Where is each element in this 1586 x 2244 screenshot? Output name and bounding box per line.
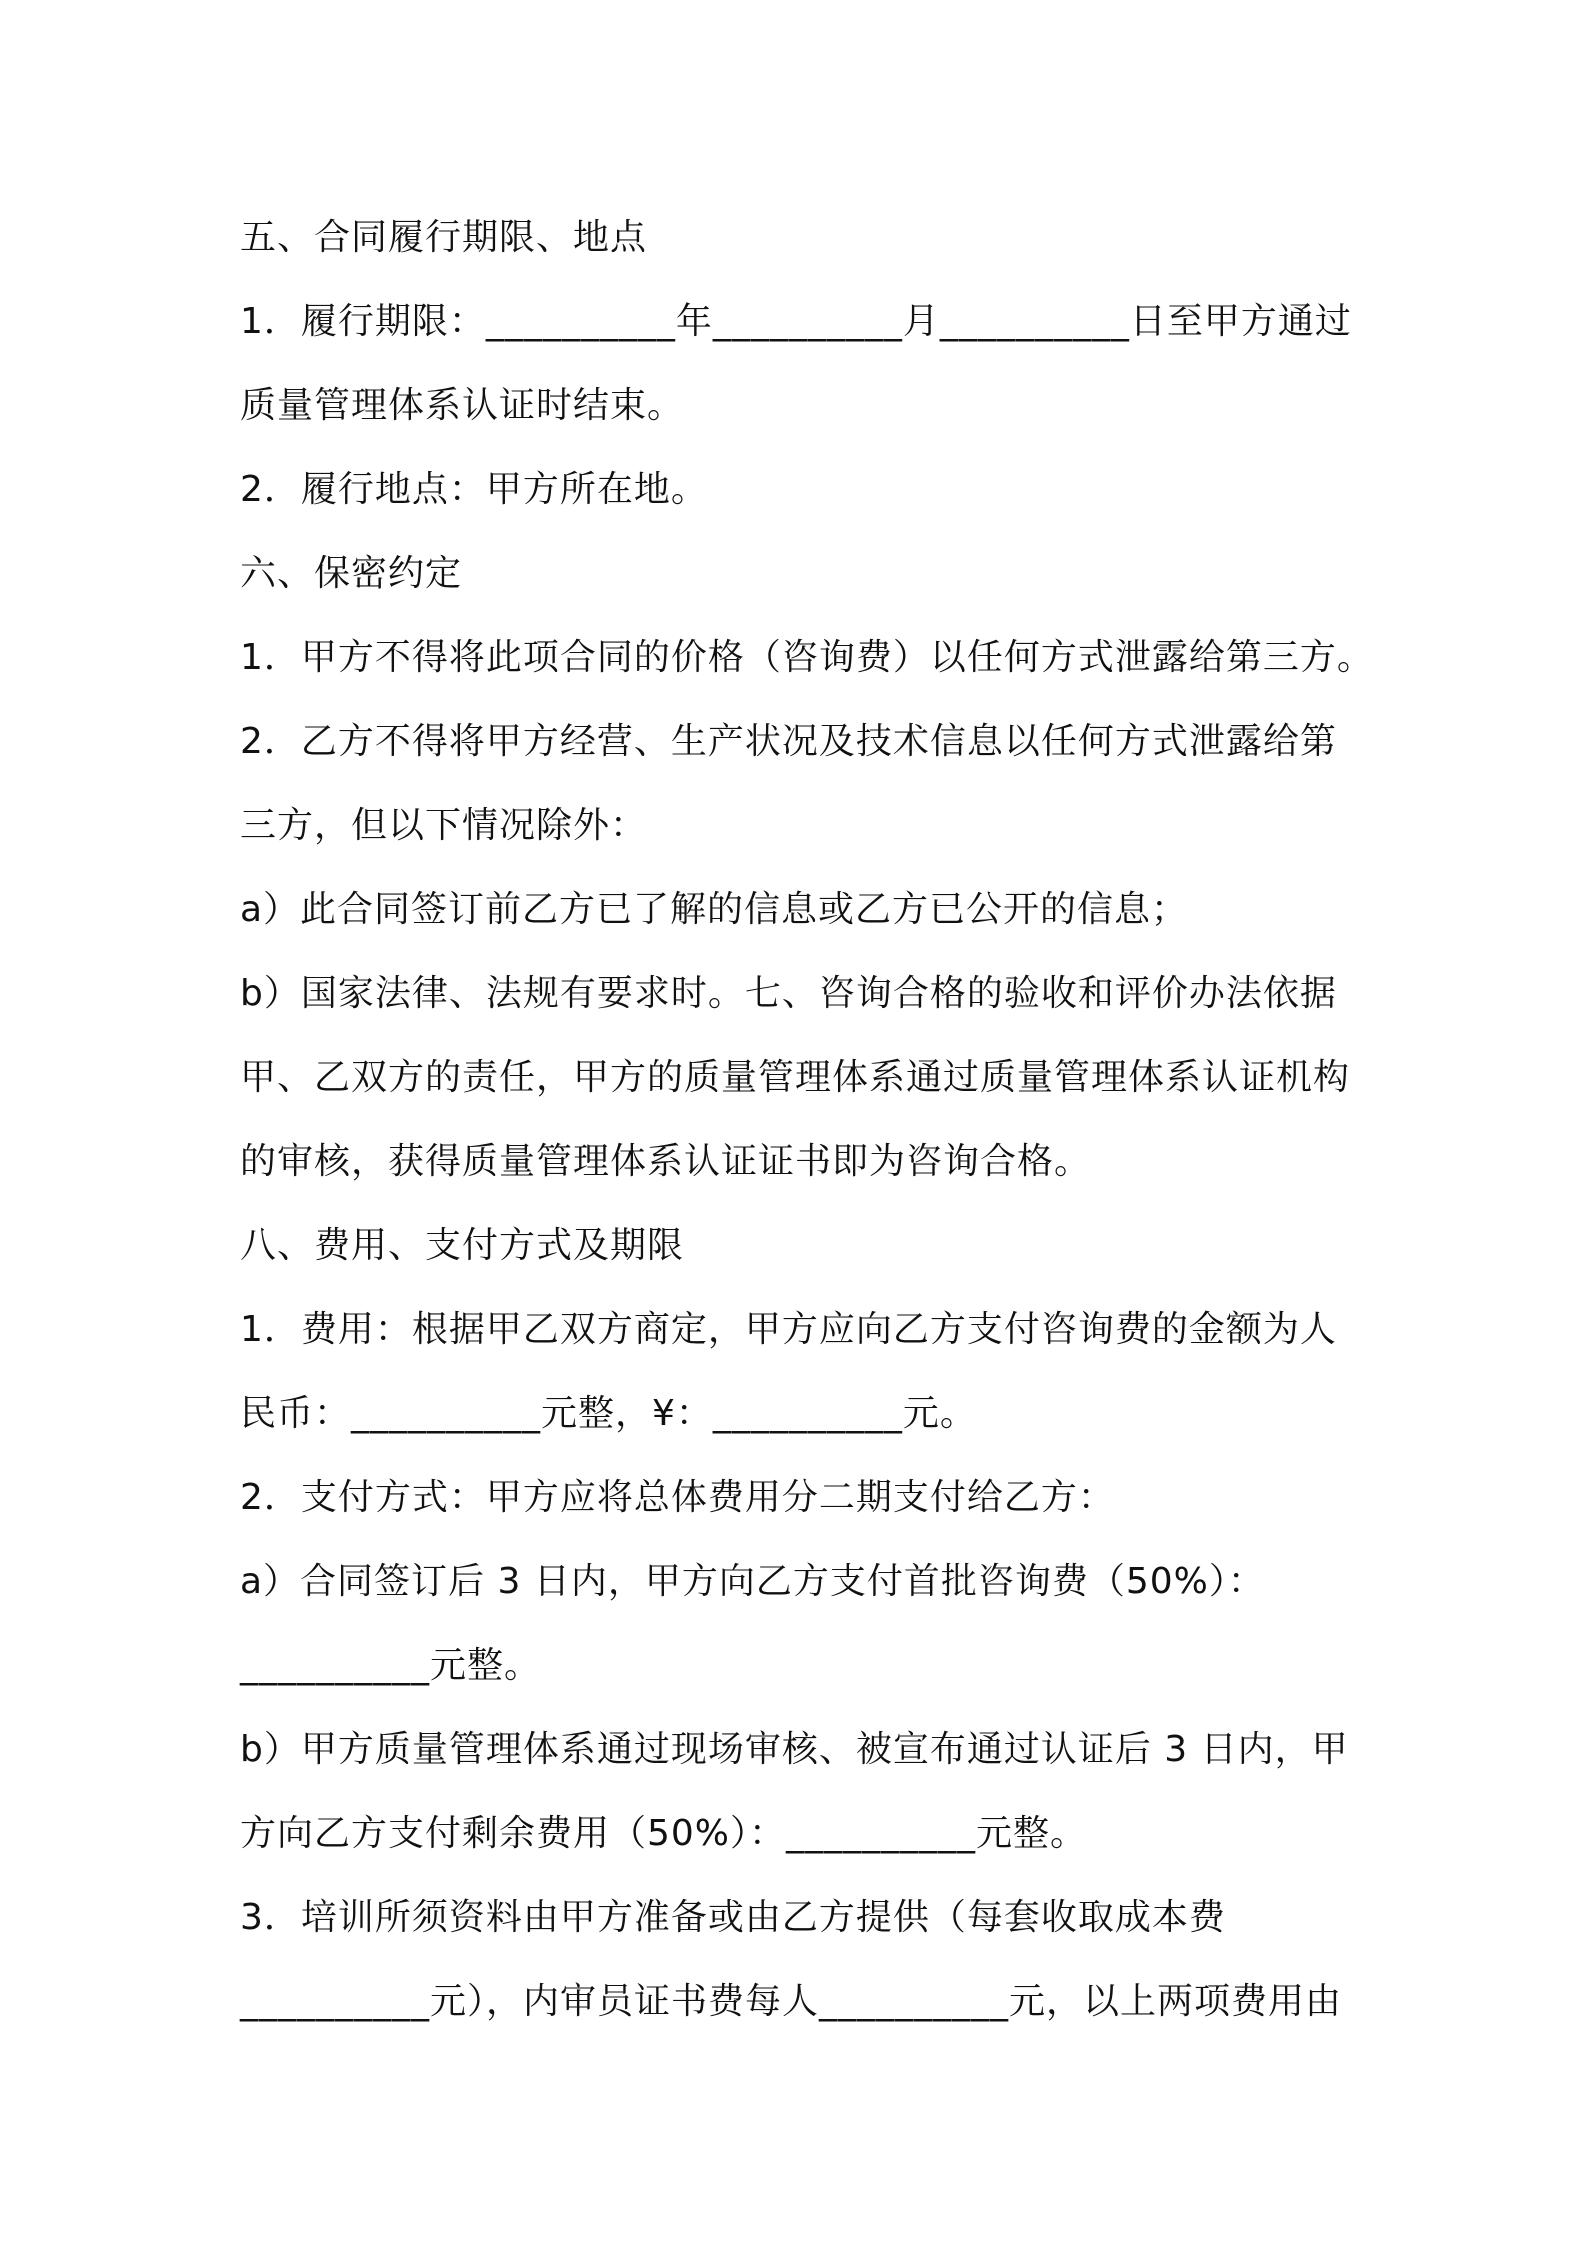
section-heading: 八、费用、支付方式及期限 xyxy=(240,1225,685,1266)
paragraph-line: 1．甲方不得将此项合同的价格（咨询费）以任何方式泄露给第三方。 xyxy=(240,637,1374,678)
paragraph-line: __________元），内审员证书费每人__________元，以上两项费用由 xyxy=(240,1981,1343,2022)
paragraph-line: 三方，但以下情况除外： xyxy=(240,805,648,846)
paragraph-line: 民币：__________元整，¥：__________元。 xyxy=(240,1393,977,1434)
paragraph-line: __________元整。 xyxy=(240,1645,542,1686)
paragraph-line: a）此合同签订前乙方已了解的信息或乙方已公开的信息； xyxy=(240,889,1189,930)
section-heading: 六、保密约定 xyxy=(240,553,463,594)
paragraph-line: 1．费用：根据甲乙双方商定，甲方应向乙方支付咨询费的金额为人 xyxy=(240,1309,1337,1350)
paragraph-line: 2．支付方式：甲方应将总体费用分二期支付给乙方： xyxy=(240,1477,1115,1518)
paragraph-line: b）国家法律、法规有要求时。七、咨询合格的验收和评价办法依据 xyxy=(240,973,1337,1014)
paragraph-line: 2．乙方不得将甲方经营、生产状况及技术信息以任何方式泄露给第 xyxy=(240,721,1337,762)
paragraph-line: 1．履行期限：__________年__________月__________日至甲方通过 xyxy=(240,301,1352,342)
paragraph-line: a）合同签订后 3 日内，甲方向乙方支付首批咨询费（50%）： xyxy=(240,1561,1265,1602)
paragraph-line: b）甲方质量管理体系通过现场审核、被宣布通过认证后 3 日内，甲 xyxy=(240,1729,1349,1770)
paragraph-line: 甲、乙双方的责任，甲方的质量管理体系通过质量管理体系认证机构 xyxy=(240,1057,1351,1098)
paragraph-line: 3．培训所须资料由甲方准备或由乙方提供（每套收取成本费 xyxy=(240,1897,1226,1938)
section-heading: 五、合同履行期限、地点 xyxy=(240,217,648,258)
paragraph-line: 质量管理体系认证时结束。 xyxy=(240,385,685,426)
document-body xyxy=(240,196,1374,2044)
paragraph-line: 的审核，获得质量管理体系认证证书即为咨询合格。 xyxy=(240,1141,1092,1182)
paragraph-line: 2．履行地点：甲方所在地。 xyxy=(240,469,708,510)
paragraph-line: 方向乙方支付剩余费用（50%）：__________元整。 xyxy=(240,1813,1088,1854)
